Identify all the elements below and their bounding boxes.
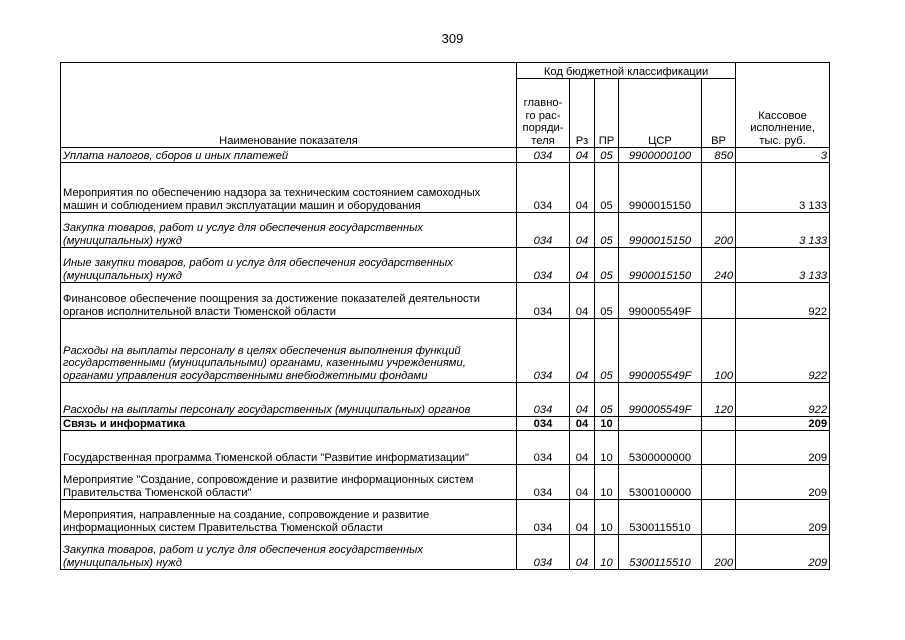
row-sum: 209 bbox=[736, 500, 830, 535]
row-sum: 3 133 bbox=[736, 248, 830, 283]
table-row bbox=[61, 248, 830, 283]
row-csr: 990005549F bbox=[619, 383, 702, 417]
table-row bbox=[61, 500, 830, 535]
row-name: Государственная программа Тюменской области "Развитие информатизации" bbox=[61, 431, 517, 465]
row-name: Мероприятие "Создание, сопровождение и развитие информационных систем Правительства Тюменской области" bbox=[61, 465, 517, 500]
table-row bbox=[61, 213, 830, 248]
row-vr bbox=[702, 465, 736, 500]
row-sum: 922 bbox=[736, 383, 830, 417]
row-csr: 990005549F bbox=[619, 319, 702, 383]
table-row bbox=[61, 319, 830, 383]
row-rz: 04 bbox=[570, 417, 595, 431]
row-vr bbox=[702, 431, 736, 465]
row-csr: 9900000100 bbox=[619, 148, 702, 163]
row-pr: 05 bbox=[595, 248, 619, 283]
row-vr: 850 bbox=[702, 148, 736, 163]
row-pr: 10 bbox=[595, 417, 619, 431]
row-sum: 209 bbox=[736, 417, 830, 431]
row-csr: 5300100000 bbox=[619, 465, 702, 500]
budget-table bbox=[60, 62, 830, 570]
row-name: Иные закупки товаров, работ и услуг для обеспечения государственных (муниципальных) нужд bbox=[61, 248, 517, 283]
row-name: Закупка товаров, работ и услуг для обеспечения государственных (муниципальных) нужд bbox=[61, 535, 517, 570]
table-row bbox=[61, 283, 830, 319]
row-name: Мероприятия по обеспечению надзора за техническим состоянием самоходных машин и соблюдением правил эксплуатации машин и оборудования bbox=[61, 163, 517, 213]
row-name: Мероприятия, направленные на создание, сопровождение и развитие информационных систем Правительства Тюменской области bbox=[61, 500, 517, 535]
row-sum: 3 bbox=[736, 148, 830, 163]
row-vr: 200 bbox=[702, 213, 736, 248]
row-pr: 05 bbox=[595, 319, 619, 383]
row-rz: 04 bbox=[570, 431, 595, 465]
row-pr: 05 bbox=[595, 213, 619, 248]
row-vr bbox=[702, 500, 736, 535]
row-glav: 034 bbox=[517, 213, 570, 248]
row-csr bbox=[619, 417, 702, 431]
row-glav: 034 bbox=[517, 319, 570, 383]
table-row bbox=[61, 431, 830, 465]
header-sum: Кассовое исполнение, тыс. руб. bbox=[736, 63, 830, 148]
row-rz: 04 bbox=[570, 248, 595, 283]
header-name: Наименование показателя bbox=[61, 63, 517, 148]
row-rz: 04 bbox=[570, 283, 595, 319]
row-csr: 5300000000 bbox=[619, 431, 702, 465]
row-rz: 04 bbox=[570, 319, 595, 383]
header-code-group: Код бюджетной классификации bbox=[517, 63, 736, 79]
row-sum: 209 bbox=[736, 431, 830, 465]
row-vr: 100 bbox=[702, 319, 736, 383]
table-row bbox=[61, 417, 830, 431]
header-glav: главно-го рас-поряди-теля bbox=[517, 79, 570, 148]
table-row bbox=[61, 535, 830, 570]
row-name: Расходы на выплаты персоналу в целях обеспечения выполнения функций государственными (муниципальными) органами, казенными учреждениями, органами управления государственными внебюджетными фондами bbox=[61, 319, 517, 383]
header-csr: ЦСР bbox=[619, 79, 702, 148]
row-name: Финансовое обеспечение поощрения за достижение показателей деятельности органов исполнительной власти Тюменской области bbox=[61, 283, 517, 319]
row-glav: 034 bbox=[517, 535, 570, 570]
row-name: Связь и информатика bbox=[61, 417, 517, 431]
row-csr: 9900015150 bbox=[619, 163, 702, 213]
row-rz: 04 bbox=[570, 465, 595, 500]
row-pr: 10 bbox=[595, 465, 619, 500]
row-glav: 034 bbox=[517, 148, 570, 163]
header-rz: Рз bbox=[570, 79, 595, 148]
row-vr bbox=[702, 163, 736, 213]
row-vr: 120 bbox=[702, 383, 736, 417]
row-vr bbox=[702, 283, 736, 319]
row-sum: 209 bbox=[736, 535, 830, 570]
table-row bbox=[61, 465, 830, 500]
row-pr: 10 bbox=[595, 431, 619, 465]
row-glav: 034 bbox=[517, 283, 570, 319]
table-row bbox=[61, 163, 830, 213]
row-rz: 04 bbox=[570, 383, 595, 417]
row-glav: 034 bbox=[517, 431, 570, 465]
row-pr: 05 bbox=[595, 383, 619, 417]
row-pr: 05 bbox=[595, 148, 619, 163]
header-vr: ВР bbox=[702, 79, 736, 148]
row-name: Закупка товаров, работ и услуг для обеспечения государственных (муниципальных) нужд bbox=[61, 213, 517, 248]
row-rz: 04 bbox=[570, 535, 595, 570]
row-glav: 034 bbox=[517, 383, 570, 417]
row-glav: 034 bbox=[517, 163, 570, 213]
row-vr: 200 bbox=[702, 535, 736, 570]
row-glav: 034 bbox=[517, 248, 570, 283]
row-sum: 209 bbox=[736, 465, 830, 500]
row-sum: 922 bbox=[736, 319, 830, 383]
header-pr: ПР bbox=[595, 79, 619, 148]
row-csr: 5300115510 bbox=[619, 535, 702, 570]
row-csr: 9900015150 bbox=[619, 213, 702, 248]
row-sum: 3 133 bbox=[736, 163, 830, 213]
table-row bbox=[61, 148, 830, 163]
row-name: Расходы на выплаты персоналу государственных (муниципальных) органов bbox=[61, 383, 517, 417]
row-pr: 05 bbox=[595, 283, 619, 319]
row-pr: 05 bbox=[595, 163, 619, 213]
row-rz: 04 bbox=[570, 148, 595, 163]
row-rz: 04 bbox=[570, 500, 595, 535]
row-pr: 10 bbox=[595, 535, 619, 570]
row-csr: 5300115510 bbox=[619, 500, 702, 535]
row-rz: 04 bbox=[570, 213, 595, 248]
row-name: Уплата налогов, сборов и иных платежей bbox=[61, 148, 517, 163]
row-vr: 240 bbox=[702, 248, 736, 283]
page-number: 309 bbox=[441, 31, 464, 46]
row-glav: 034 bbox=[517, 500, 570, 535]
row-glav: 034 bbox=[517, 417, 570, 431]
row-pr: 10 bbox=[595, 500, 619, 535]
row-rz: 04 bbox=[570, 163, 595, 213]
row-sum: 922 bbox=[736, 283, 830, 319]
table-body bbox=[61, 148, 830, 570]
row-csr: 990005549F bbox=[619, 283, 702, 319]
row-sum: 3 133 bbox=[736, 213, 830, 248]
row-glav: 034 bbox=[517, 465, 570, 500]
row-csr: 9900015150 bbox=[619, 248, 702, 283]
table-row bbox=[61, 383, 830, 417]
row-vr bbox=[702, 417, 736, 431]
